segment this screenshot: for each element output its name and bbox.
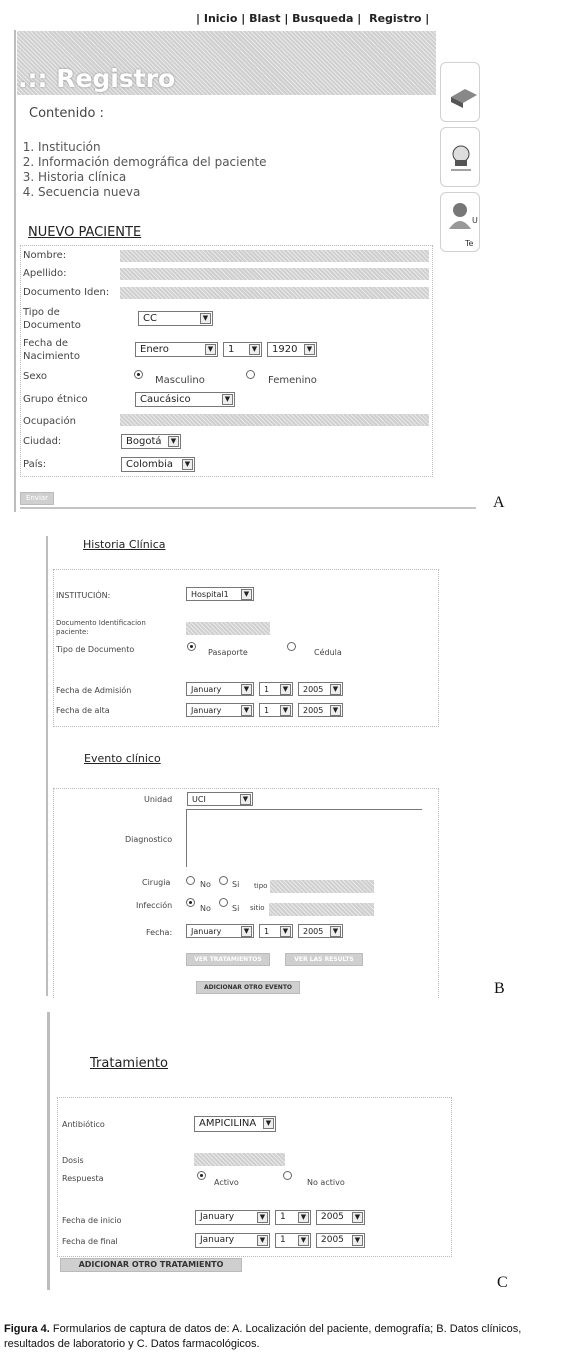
fecha-evento-month[interactable] bbox=[186, 924, 254, 938]
chevron-down-icon: ▼ bbox=[263, 1118, 274, 1129]
chevron-down-icon: ▼ bbox=[222, 394, 233, 405]
apellido-input[interactable] bbox=[120, 268, 429, 280]
fecha-final-year[interactable] bbox=[316, 1233, 365, 1248]
documento-input[interactable] bbox=[120, 287, 429, 299]
respuesta-label: Respuesta bbox=[62, 1174, 104, 1183]
chevron-down-icon: ▼ bbox=[249, 344, 260, 355]
section-c-left-border bbox=[47, 1012, 50, 1290]
side-card-3[interactable] bbox=[440, 192, 480, 252]
contenido-item[interactable]: 2. Información demográfica del paciente bbox=[38, 155, 267, 170]
section-b-left-border bbox=[46, 536, 48, 996]
nav-busqueda[interactable]: | Busqueda | bbox=[284, 12, 362, 25]
fecha-alta-label: Fecha de alta bbox=[56, 706, 110, 715]
chevron-down-icon: ▼ bbox=[352, 1212, 363, 1223]
cedula-radio[interactable] bbox=[287, 642, 296, 651]
fecha-alta-year-value: 2005 bbox=[303, 706, 324, 715]
chevron-down-icon: ▼ bbox=[241, 926, 252, 937]
sexo-masculino-radio[interactable] bbox=[134, 370, 143, 379]
diagnostico-textarea[interactable] bbox=[186, 809, 422, 867]
dosis-label: Dosis bbox=[62, 1156, 84, 1165]
figure-caption bbox=[4, 1322, 566, 1352]
fecha-nac-month-select[interactable] bbox=[135, 342, 218, 357]
chevron-down-icon: ▼ bbox=[257, 1235, 268, 1246]
diagnostico-label: Diagnostico bbox=[125, 835, 173, 844]
fecha-alta-year[interactable] bbox=[298, 703, 343, 717]
caption-label: Figura 4. bbox=[4, 1323, 50, 1335]
infeccion-si-label: Si bbox=[232, 904, 240, 913]
ciudad-label: Ciudad: bbox=[23, 436, 62, 447]
pais-value: Colombia bbox=[126, 459, 173, 470]
fecha-final-month[interactable] bbox=[195, 1233, 270, 1248]
ocupacion-label: Ocupación bbox=[23, 416, 76, 427]
banner-title: .:: Registro bbox=[18, 64, 176, 93]
fecha-nac-day-select[interactable] bbox=[223, 342, 262, 357]
fecha-evento-year[interactable] bbox=[298, 924, 343, 938]
sexo-femenino-radio[interactable] bbox=[246, 370, 255, 379]
tipo-doc-value: CC bbox=[143, 313, 157, 324]
contenido-item[interactable]: 4. Secuencia nueva bbox=[38, 185, 267, 200]
fecha-admision-year-value: 2005 bbox=[303, 685, 324, 694]
fecha-evento-month-value: January bbox=[191, 927, 222, 936]
pasaporte-radio[interactable] bbox=[187, 642, 196, 651]
fecha-inicio-day[interactable] bbox=[275, 1210, 311, 1225]
side-card-text-1: U bbox=[472, 216, 478, 225]
doc-id-input[interactable] bbox=[186, 622, 270, 635]
infeccion-no-label: No bbox=[200, 904, 211, 913]
ocupacion-input[interactable] bbox=[120, 414, 429, 426]
tipo-doc-label: Tipo de Documento bbox=[23, 307, 81, 331]
ciudad-value: Bogotá bbox=[126, 436, 162, 447]
chevron-down-icon: ▼ bbox=[182, 459, 193, 470]
fecha-nac-month: Enero bbox=[140, 344, 169, 355]
antibiotico-label: Antibiótico bbox=[62, 1120, 105, 1129]
cirugia-tipo-input[interactable] bbox=[270, 880, 374, 893]
chevron-down-icon: ▼ bbox=[168, 436, 179, 447]
cirugia-si-radio[interactable] bbox=[219, 876, 228, 885]
cirugia-label: Cirugia bbox=[142, 878, 171, 887]
nav-inicio[interactable]: | Inicio | bbox=[196, 12, 246, 25]
infeccion-si-radio[interactable] bbox=[219, 898, 228, 907]
fecha-admision-year[interactable] bbox=[298, 682, 343, 696]
no-activo-radio[interactable] bbox=[283, 1171, 292, 1180]
chevron-down-icon: ▼ bbox=[241, 589, 252, 600]
tratamiento-title: Tratamiento bbox=[90, 1056, 168, 1071]
chevron-down-icon: ▼ bbox=[200, 313, 211, 324]
adicionar-evento-button[interactable]: ADICIONAR OTRO EVENTO bbox=[196, 981, 300, 994]
antibiotico-value: AMPICILINA bbox=[199, 1118, 257, 1129]
dosis-input[interactable] bbox=[194, 1153, 285, 1166]
fecha-evento-label: Fecha: bbox=[146, 928, 173, 937]
chevron-down-icon: ▼ bbox=[280, 705, 291, 716]
chevron-down-icon: ▼ bbox=[240, 794, 251, 805]
fecha-admision-month-value: January bbox=[191, 685, 222, 694]
panel-letter-b: B bbox=[494, 980, 505, 997]
section-a-left-border bbox=[14, 30, 16, 512]
fecha-inicio-month-value: January bbox=[200, 1212, 235, 1222]
nombre-input[interactable] bbox=[120, 250, 429, 262]
fecha-nac-label: Fecha de Nacimiento bbox=[23, 338, 80, 362]
top-nav bbox=[196, 12, 429, 25]
unidad-value: UCI bbox=[192, 795, 206, 804]
no-activo-label: No activo bbox=[307, 1178, 345, 1187]
chevron-down-icon: ▼ bbox=[257, 1212, 268, 1223]
grupo-label: Grupo étnico bbox=[23, 394, 88, 405]
contenido-item[interactable]: 1. Institución bbox=[38, 140, 267, 155]
fecha-alta-day[interactable] bbox=[259, 703, 293, 717]
nav-registro[interactable]: Registro | bbox=[369, 12, 430, 25]
fecha-inicio-year[interactable] bbox=[316, 1210, 365, 1225]
infeccion-sitio-label: sitio bbox=[250, 904, 265, 912]
fecha-alta-month-value: January bbox=[191, 706, 222, 715]
historia-clinica-title: Historia Clínica bbox=[83, 538, 166, 551]
cedula-label: Cédula bbox=[314, 648, 342, 657]
section-a-bottom-border bbox=[20, 507, 476, 509]
fecha-nac-year-select[interactable] bbox=[267, 342, 317, 357]
fecha-alta-month[interactable] bbox=[186, 703, 254, 717]
cirugia-tipo-label: tipo bbox=[254, 882, 268, 890]
fecha-final-month-value: January bbox=[200, 1235, 235, 1245]
fecha-evento-day[interactable] bbox=[259, 924, 293, 938]
fecha-nac-year: 1920 bbox=[272, 344, 298, 355]
nuevo-paciente-title: NUEVO PACIENTE bbox=[28, 225, 142, 240]
user-icon bbox=[447, 201, 473, 229]
sexo-masculino-label: Masculino bbox=[155, 375, 205, 386]
institucion-select[interactable] bbox=[186, 587, 254, 601]
apellido-label: Apellido: bbox=[23, 268, 67, 279]
chevron-down-icon: ▼ bbox=[298, 1235, 309, 1246]
documento-label: Documento Iden: bbox=[23, 287, 110, 298]
evento-clinico-title: Evento clínico bbox=[84, 752, 161, 765]
fecha-final-day-value: 1 bbox=[280, 1235, 286, 1245]
tipo-doc-select[interactable] bbox=[138, 311, 213, 326]
chevron-down-icon: ▼ bbox=[280, 684, 291, 695]
fecha-alta-day-value: 1 bbox=[264, 706, 270, 715]
institucion-value: Hospital1 bbox=[191, 590, 229, 599]
grupo-select[interactable] bbox=[135, 392, 235, 407]
antibiotico-select[interactable] bbox=[194, 1116, 276, 1132]
chevron-down-icon: ▼ bbox=[352, 1235, 363, 1246]
nav-blast[interactable]: Blast bbox=[249, 12, 281, 25]
fecha-inicio-day-value: 1 bbox=[280, 1212, 286, 1222]
chevron-down-icon: ▼ bbox=[298, 1212, 309, 1223]
grupo-value: Caucásico bbox=[140, 394, 191, 405]
fecha-admision-day-value: 1 bbox=[264, 685, 270, 694]
nombre-label: Nombre: bbox=[23, 250, 67, 261]
tipo-doc-label: Tipo de Documento bbox=[56, 645, 135, 654]
fecha-final-day[interactable] bbox=[275, 1233, 311, 1248]
chevron-down-icon: ▼ bbox=[304, 344, 315, 355]
infeccion-label: Infección bbox=[136, 901, 173, 910]
fecha-nac-day: 1 bbox=[228, 344, 235, 355]
plug-icon bbox=[445, 140, 477, 174]
chevron-down-icon: ▼ bbox=[241, 705, 252, 716]
fecha-admision-day[interactable] bbox=[259, 682, 293, 696]
fecha-inicio-label: Fecha de inicio bbox=[62, 1216, 122, 1225]
fecha-admision-label: Fecha de Admisión bbox=[56, 686, 132, 695]
doc-id-label: Documento Identificacion paciente: bbox=[56, 619, 146, 636]
pasaporte-label: Pasaporte bbox=[208, 648, 248, 657]
chevron-down-icon: ▼ bbox=[330, 926, 341, 937]
chevron-down-icon: ▼ bbox=[241, 684, 252, 695]
side-card-1[interactable] bbox=[440, 62, 480, 122]
cirugia-no-radio[interactable] bbox=[186, 876, 195, 885]
contenido-label: Contenido : bbox=[29, 106, 104, 121]
side-card-text-2: Te bbox=[465, 239, 474, 248]
chevron-down-icon: ▼ bbox=[330, 684, 341, 695]
unidad-label: Unidad bbox=[144, 795, 173, 804]
contenido-item[interactable]: 3. Historia clínica bbox=[38, 170, 267, 185]
panel-letter-c: C bbox=[497, 1274, 508, 1291]
pais-select[interactable] bbox=[121, 457, 195, 472]
chevron-down-icon: ▼ bbox=[205, 344, 216, 355]
chevron-down-icon: ▼ bbox=[330, 705, 341, 716]
infeccion-no-radio[interactable] bbox=[186, 898, 195, 907]
ver-tratamientos-button[interactable]: VER TRATAMIENTOS bbox=[186, 953, 270, 966]
caption-text: Formularios de captura de datos de: A. Localización del paciente, demografía; B. Datos clínicos, resultados de laboratorio y C. Datos farmacológicos. bbox=[4, 1323, 522, 1350]
contenido-list bbox=[20, 140, 267, 200]
sexo-label: Sexo bbox=[23, 371, 48, 382]
fecha-evento-day-value: 1 bbox=[264, 927, 270, 936]
fecha-evento-year-value: 2005 bbox=[303, 927, 324, 936]
cirugia-si-label: Si bbox=[232, 880, 240, 889]
fecha-final-year-value: 2005 bbox=[321, 1235, 344, 1245]
enviar-button[interactable]: Enviar bbox=[20, 492, 54, 505]
fecha-final-label: Fecha de final bbox=[62, 1237, 118, 1246]
ciudad-select[interactable] bbox=[121, 434, 181, 449]
fecha-inicio-year-value: 2005 bbox=[321, 1212, 344, 1222]
pais-label: País: bbox=[23, 459, 47, 470]
adicionar-tratamiento-button[interactable]: ADICIONAR OTRO TRATAMIENTO bbox=[60, 1258, 242, 1272]
panel-letter-a: A bbox=[493, 494, 505, 511]
hard-drive-icon bbox=[449, 81, 479, 111]
cirugia-no-label: No bbox=[200, 880, 211, 889]
fecha-inicio-month[interactable] bbox=[195, 1210, 270, 1225]
ver-resultados-button[interactable]: VER LAS RESULTS bbox=[285, 953, 363, 966]
infeccion-sitio-input[interactable] bbox=[269, 903, 374, 916]
unidad-select[interactable] bbox=[187, 792, 253, 806]
side-card-2[interactable] bbox=[440, 127, 480, 187]
fecha-admision-month[interactable] bbox=[186, 682, 254, 696]
activo-label: Activo bbox=[214, 1178, 239, 1187]
institucion-label: INSTITUCIÓN: bbox=[56, 591, 111, 600]
activo-radio[interactable] bbox=[197, 1171, 206, 1180]
sexo-femenino-label: Femenino bbox=[268, 375, 317, 386]
chevron-down-icon: ▼ bbox=[280, 926, 291, 937]
